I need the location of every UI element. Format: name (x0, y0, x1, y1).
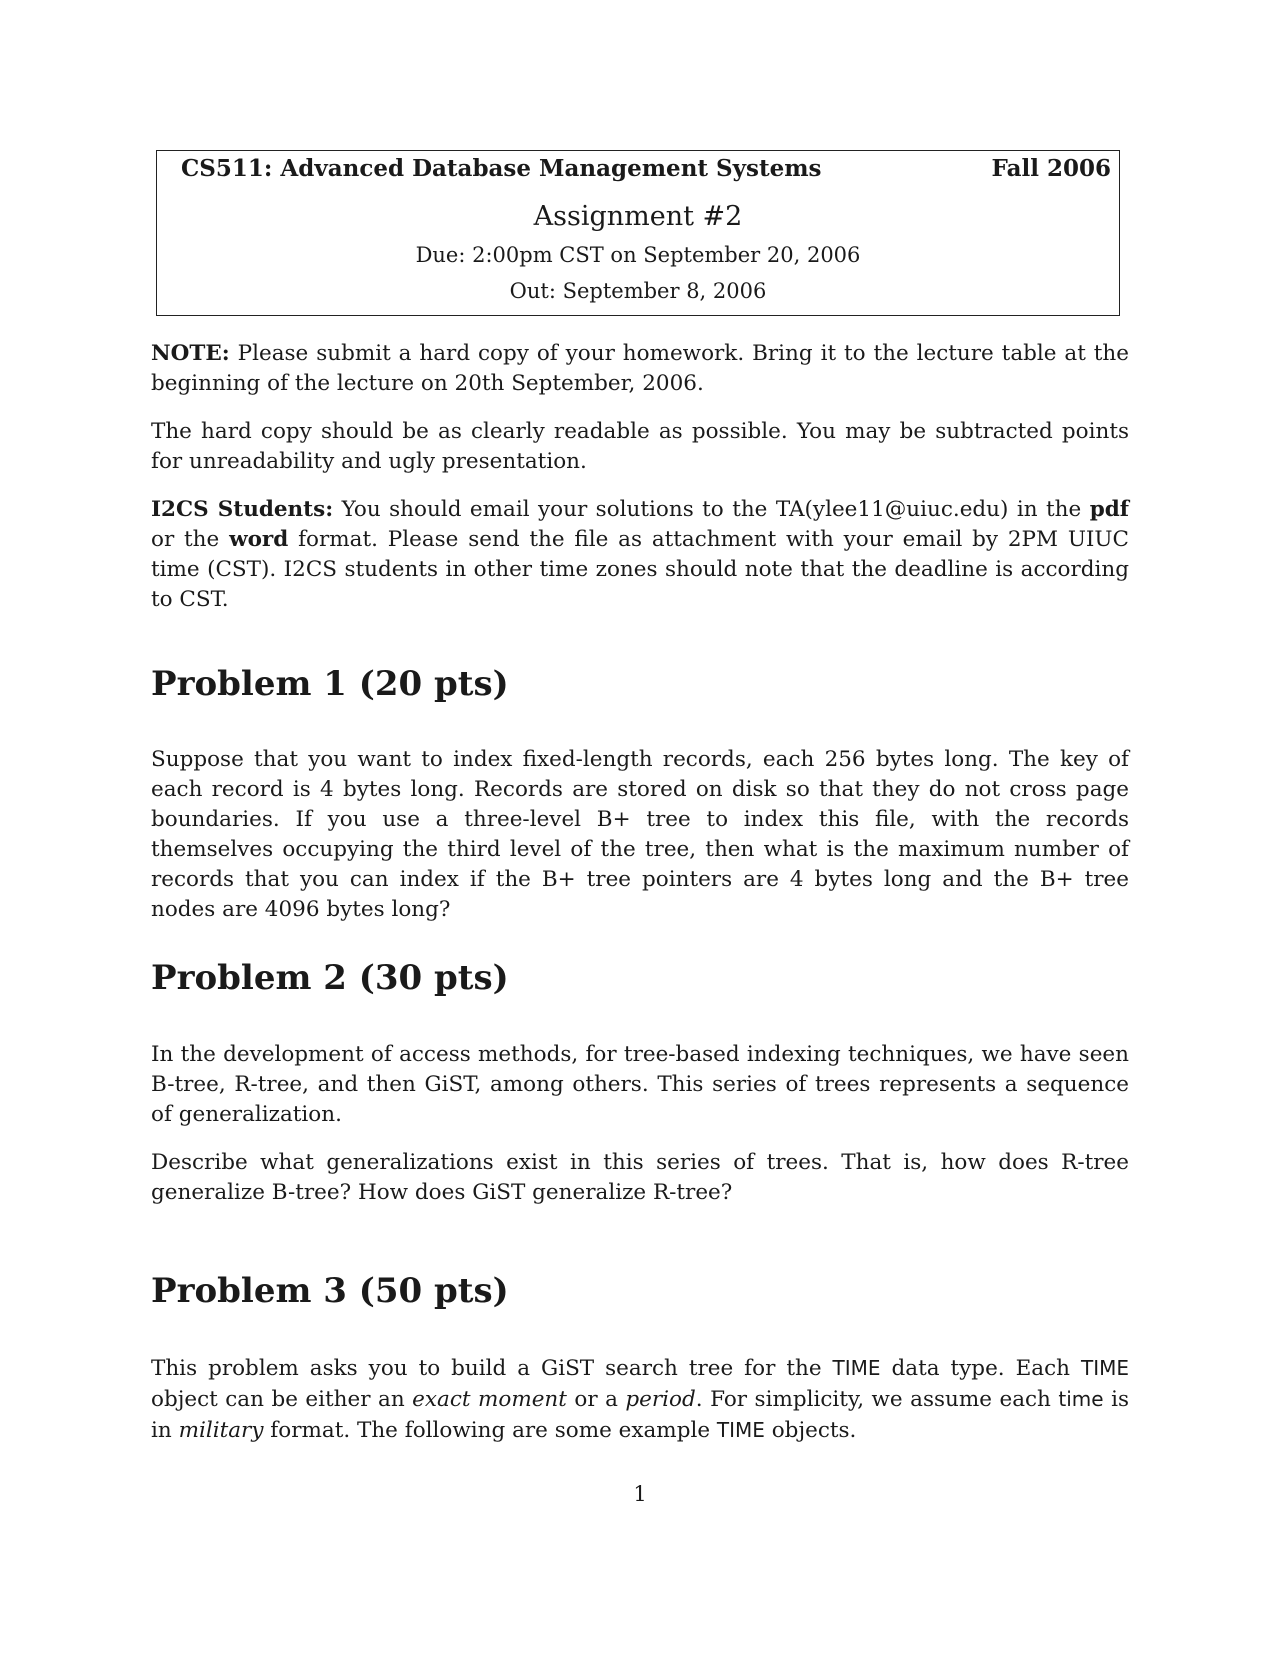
pdf-format: pdf (1089, 497, 1130, 522)
problem3-heading: Problem 3 (50 pts) (151, 1271, 509, 1311)
i2cs-label: I2CS Students: (151, 497, 334, 522)
problem3-text-part: or a (566, 1387, 626, 1412)
i2cs-text: or the (151, 527, 230, 552)
problem3-text-part: objects. (764, 1418, 857, 1443)
problem3-text-part: . For simplicity, we assume each (695, 1387, 1059, 1412)
i2cs-text: You should email your solutions to the TA(ylee11@uiuc.edu) in the (333, 497, 1090, 522)
problem3-text-part: This problem asks you to build a GiST search tree for the (151, 1356, 833, 1381)
time-type: TIME (1080, 1356, 1129, 1380)
note-label: NOTE: (151, 341, 230, 366)
military-format: military (178, 1418, 264, 1443)
problem1-text: Suppose that you want to index fixed-length records, each 256 bytes long. The key of each record is 4 bytes long. Records are stored on disk so that they do not cross page boundaries. If you use a three-level B+ tree to index this file, with the records themselves occupying the third level of the tree, then what is the maximum number of records that you can index if the B+ tree pointers are 4 bytes long and the B+ tree nodes are 4096 bytes long? (151, 747, 1129, 922)
problem2-heading: Problem 2 (30 pts) (151, 958, 509, 998)
problem3-text-part: format. The following are some example (263, 1418, 717, 1443)
problem2-text: In the development of access methods, for tree-based indexing techniques, we have seen B-tree, R-tree, and then GiST, among others. This series of trees represents a sequence of generalization. (151, 1042, 1129, 1127)
time-type: time (1058, 1387, 1104, 1411)
note-text: Please submit a hard copy of your homework. Bring it to the lecture table at the beginning of the lecture on 20th September, 2006. (151, 341, 1129, 396)
problem3-text-part: is in (151, 1387, 1129, 1443)
problem1-heading: Problem 1 (20 pts) (151, 664, 509, 704)
out-date: Out: September 8, 2006 (509, 279, 767, 303)
problem3-text (151, 1353, 1129, 1446)
i2cs-text: format. Please send the file as attachment with your email by 2PM UIUC time (CST). I2CS students in other time zones should note that the deadline is according to CST. (151, 527, 1129, 612)
note-paragraph (151, 339, 1129, 399)
page-number: 1 (633, 1482, 647, 1506)
readability-paragraph: The hard copy should be as clearly readable as possible. You may be subtracted points for unreadability and ugly presentation. (151, 419, 1129, 474)
exact-moment: exact moment (412, 1387, 567, 1412)
i2cs-paragraph (151, 495, 1129, 615)
problem3-text-part: object can be either an (151, 1387, 413, 1412)
due-date: Due: 2:00pm CST on September 20, 2006 (415, 243, 861, 267)
period: period (625, 1387, 696, 1412)
problem3-text-part: data type. Each (880, 1356, 1081, 1381)
assignment-header (156, 150, 1120, 316)
word-format: word (229, 527, 289, 552)
problem2-question: Describe what generalizations exist in this series of trees. That is, how does R-tree generalize B-tree? How does GiST generalize R-tree? (151, 1150, 1129, 1205)
time-type: TIME (716, 1418, 765, 1442)
course-title: CS511: Advanced Database Management Systems (181, 155, 822, 182)
term-label: Fall 2006 (991, 155, 1111, 182)
assignment-title: Assignment #2 (533, 201, 743, 232)
time-type: TIME (832, 1356, 881, 1380)
